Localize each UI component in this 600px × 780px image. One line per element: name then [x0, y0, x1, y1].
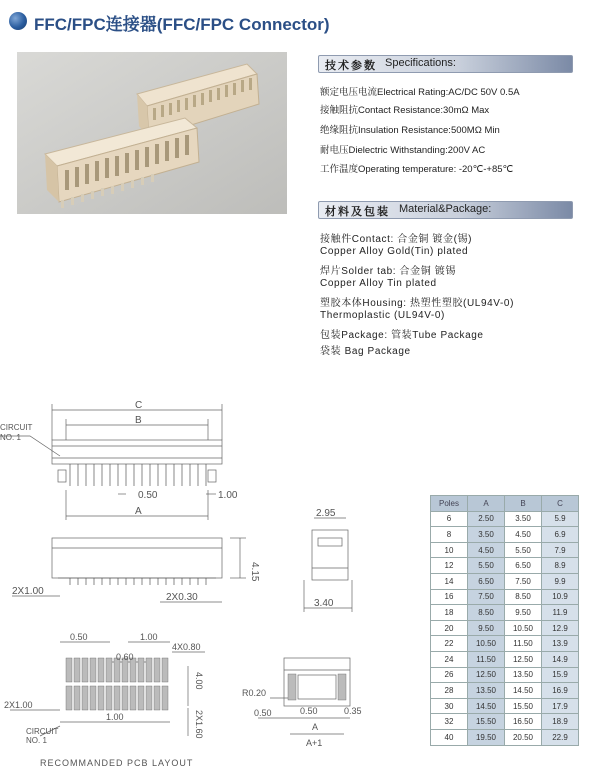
height-label: 4.15	[249, 562, 260, 582]
table-row	[431, 636, 579, 652]
table-row	[431, 558, 579, 574]
title-bullet-icon	[9, 12, 27, 30]
table-cell: 12.9	[542, 620, 579, 636]
table-row	[431, 605, 579, 621]
pcb-dim-label: 4.00	[194, 672, 204, 690]
table-cell: 13.50	[505, 667, 542, 683]
table-header-cell: Poles	[431, 496, 468, 512]
spec-line-dielectric: 耐电压Dielectric Withstanding:200V AC	[320, 145, 486, 156]
table-cell: 6	[431, 511, 468, 527]
table-cell: 22.9	[542, 729, 579, 745]
table-cell: 30	[431, 698, 468, 714]
pcb-dim-label: 1.00	[106, 712, 124, 722]
table-cell: 20	[431, 620, 468, 636]
dimensions-table	[430, 495, 579, 746]
side-dim-label: 0.50	[254, 708, 272, 718]
table-cell: 4.50	[505, 527, 542, 543]
table-cell: 14.50	[468, 698, 505, 714]
pitch-label: 0.50	[138, 490, 158, 501]
table-header-cell: C	[542, 496, 579, 512]
spec-line-contact-resistance: 接触阻抗Contact Resistance:30mΩ Max	[320, 105, 490, 116]
technical-drawing	[0, 390, 430, 780]
pcb-dim-label: 0.60	[116, 652, 134, 662]
table-cell: 18	[431, 605, 468, 621]
material-line: Thermoplastic (UL94V-0)	[320, 310, 445, 321]
dim-b-label: B	[135, 415, 142, 426]
spec-line-temperature: 工作温度Operating temperature: -20℃-+85℃	[320, 164, 514, 175]
specifications-header	[318, 55, 573, 73]
table-row	[431, 714, 579, 730]
table-row	[431, 667, 579, 683]
table-cell: 7.50	[505, 573, 542, 589]
circuit-label: CIRCUIT	[0, 423, 33, 432]
table-cell: 10.50	[468, 636, 505, 652]
table-cell: 14.50	[505, 683, 542, 699]
table-row	[431, 683, 579, 699]
table-cell: 17.9	[542, 698, 579, 714]
table-cell: 5.50	[505, 542, 542, 558]
table-cell: 7.9	[542, 542, 579, 558]
table-cell: 14	[431, 573, 468, 589]
pcb-dim-label: 2X1.00	[4, 700, 33, 710]
table-cell: 3.50	[468, 527, 505, 543]
table-cell: 8	[431, 527, 468, 543]
table-row	[431, 651, 579, 667]
table-cell: 16	[431, 589, 468, 605]
pcb-dim-label: 2X1.60	[194, 710, 204, 739]
table-cell: 15.9	[542, 667, 579, 683]
page-title: FFC/FPC连接器(FFC/FPC Connector)	[34, 15, 330, 34]
table-cell: 6.50	[505, 558, 542, 574]
table-cell: 6.50	[468, 573, 505, 589]
table-cell: 11.9	[542, 605, 579, 621]
table-cell: 28	[431, 683, 468, 699]
side-dim-label: 0.50	[300, 706, 318, 716]
pcb-circuit-label: NO. 1	[26, 736, 47, 745]
table-cell: 18.9	[542, 714, 579, 730]
table-cell: 13.9	[542, 636, 579, 652]
table-row	[431, 527, 579, 543]
table-cell: 8.9	[542, 558, 579, 574]
table-cell: 11.50	[468, 651, 505, 667]
table-cell: 5.50	[468, 558, 505, 574]
table-cell: 10.50	[505, 620, 542, 636]
table-row	[431, 620, 579, 636]
material-line: 接触件Contact: 合金铜 镀金(锡)	[320, 234, 473, 245]
material-header-cn: 材料及包装	[325, 206, 390, 218]
side-dim-label: A	[312, 722, 319, 732]
material-line: Copper Alloy Gold(Tin) plated	[320, 246, 469, 257]
table-cell: 13.50	[468, 683, 505, 699]
table-header-cell: A	[468, 496, 505, 512]
circuit-label: NO. 1	[0, 433, 21, 442]
table-header-cell: B	[505, 496, 542, 512]
table-row	[431, 511, 579, 527]
table-cell: 2.50	[468, 511, 505, 527]
specifications-header-en: Specifications:	[385, 57, 456, 69]
pcb-dim-label: 4X0.80	[172, 642, 201, 652]
table-cell: 16.9	[542, 683, 579, 699]
table-cell: 32	[431, 714, 468, 730]
side-dim-label: R0.20	[242, 688, 267, 698]
product-photo	[17, 52, 287, 214]
width-bottom-label: 3.40	[314, 598, 334, 609]
spec-line-insulation: 绝缘阻抗Insulation Resistance:500MΩ Min	[320, 125, 500, 136]
material-header-en: Material&Package:	[399, 203, 492, 215]
table-cell: 9.9	[542, 573, 579, 589]
table-cell: 19.50	[468, 729, 505, 745]
table-cell: 8.50	[505, 589, 542, 605]
pcb-layout-caption: RECOMMANDED PCB LAYOUT	[40, 758, 194, 768]
table-row	[431, 729, 579, 745]
table-row	[431, 573, 579, 589]
table-cell: 12	[431, 558, 468, 574]
dim-a-label: A	[135, 506, 142, 517]
table-cell: 10.9	[542, 589, 579, 605]
table-cell: 7.50	[468, 589, 505, 605]
table-cell: 12.50	[468, 667, 505, 683]
table-cell: 16.50	[505, 714, 542, 730]
table-cell: 10	[431, 542, 468, 558]
pcb-circuit-label: CIRCUIT	[26, 727, 59, 736]
tab-label: 1.00	[218, 490, 238, 501]
hole-label: 2X1.00	[12, 586, 44, 597]
table-cell: 22	[431, 636, 468, 652]
table-cell: 15.50	[468, 714, 505, 730]
slot-label: 2X0.30	[166, 592, 198, 603]
table-row	[431, 698, 579, 714]
pcb-dim-label: 1.00	[140, 632, 158, 642]
table-cell: 20.50	[505, 729, 542, 745]
material-line: 包装Package: 管装Tube Package	[320, 330, 484, 341]
pcb-dim-label: 0.50	[70, 632, 88, 642]
table-row	[431, 589, 579, 605]
table-cell: 24	[431, 651, 468, 667]
spec-line-electrical: 额定电压电流Electrical Rating:AC/DC 50V 0.5A	[320, 87, 520, 98]
material-line: 塑胶本体Housing: 热塑性塑胶(UL94V-0)	[320, 298, 515, 309]
material-line: 袋装 Bag Package	[320, 346, 411, 357]
table-cell: 14.9	[542, 651, 579, 667]
table-cell: 9.50	[468, 620, 505, 636]
table-row	[431, 542, 579, 558]
table-cell: 5.9	[542, 511, 579, 527]
table-cell: 4.50	[468, 542, 505, 558]
material-header	[318, 201, 573, 219]
width-top-label: 2.95	[316, 508, 336, 519]
table-cell: 40	[431, 729, 468, 745]
specifications-header-cn: 技术参数	[325, 60, 377, 72]
table-cell: 6.9	[542, 527, 579, 543]
table-cell: 3.50	[505, 511, 542, 527]
dim-c-label: C	[135, 400, 143, 411]
table-cell: 12.50	[505, 651, 542, 667]
side-dim-label: A+1	[306, 738, 323, 748]
table-cell: 11.50	[505, 636, 542, 652]
table-cell: 8.50	[468, 605, 505, 621]
side-dim-label: 0.35	[344, 706, 362, 716]
table-cell: 15.50	[505, 698, 542, 714]
table-cell: 26	[431, 667, 468, 683]
table-header-row	[431, 496, 579, 512]
material-line: 焊片Solder tab: 合金铜 镀锡	[320, 266, 456, 277]
material-line: Copper Alloy Tin plated	[320, 278, 437, 289]
table-cell: 9.50	[505, 605, 542, 621]
